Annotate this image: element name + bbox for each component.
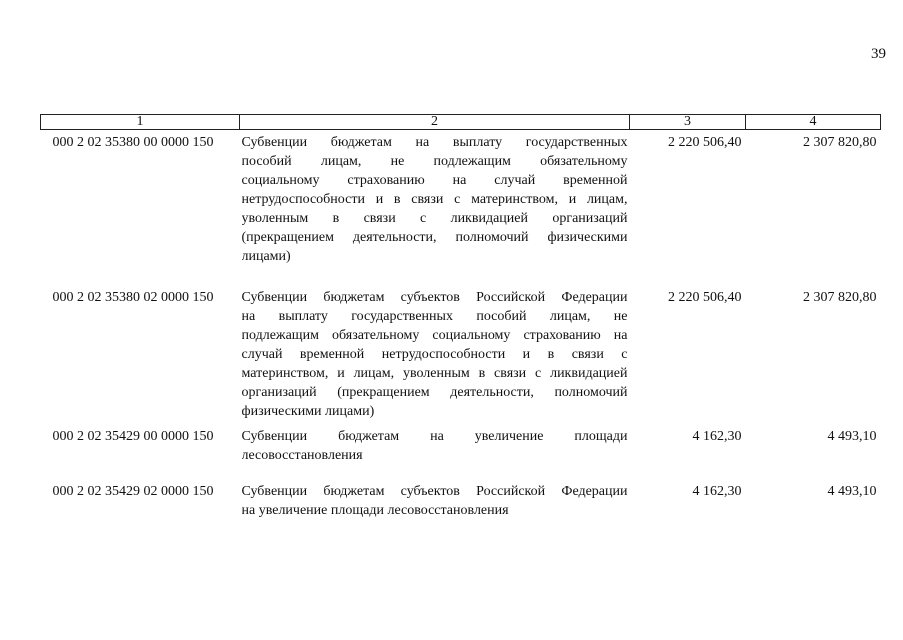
description-line: лесовосстановления	[241, 448, 363, 463]
table-row	[41, 479, 881, 522]
amount-col-4: 2 307 820,80	[803, 135, 877, 150]
amount-col-4: 2 307 820,80	[803, 290, 877, 305]
page-number: 39	[871, 46, 886, 62]
column-header-3: 3	[630, 115, 746, 130]
description-line: уволенным в связи с ликвидацией организаций	[241, 211, 628, 226]
table-row	[41, 285, 881, 424]
description-line: на выплату государственных пособий лицам, не	[241, 309, 628, 324]
description-line: (прекращением деятельности, полномочий физическими	[241, 230, 628, 245]
description-line: нетрудоспособности и в связи с материнством, и лицам,	[241, 192, 628, 207]
description	[240, 285, 630, 424]
description-line: социальному страхованию на случай временной	[241, 173, 628, 188]
description-line: лицами)	[241, 249, 291, 264]
description-line: материнством, и лицам, уволенным в связи с ликвидацией	[241, 366, 628, 381]
budget-code: 000 2 02 35380 00 0000 150	[52, 135, 214, 150]
budget-code: 000 2 02 35429 00 0000 150	[52, 429, 214, 444]
description-line: на увеличение площади лесовосстановления	[241, 503, 509, 518]
amount-col-4: 4 493,10	[827, 429, 877, 444]
table-row	[41, 130, 881, 286]
description-line: случай временной нетрудоспособности и в связи с	[241, 347, 628, 362]
amount-col-4: 4 493,10	[827, 484, 877, 499]
amount-col-3: 4 162,30	[692, 484, 742, 499]
description-line: физическими лицами)	[241, 404, 375, 419]
description-line: Субвенции бюджетам субъектов Российской Федерации	[241, 290, 628, 305]
column-header-2: 2	[240, 115, 630, 130]
amount-col-3: 2 220 506,40	[668, 290, 742, 305]
column-header-1: 1	[41, 115, 240, 130]
description	[240, 130, 630, 286]
budget-table	[40, 114, 881, 522]
description-line: подлежащим обязательному социальному страхованию на	[241, 328, 628, 343]
budget-code: 000 2 02 35429 02 0000 150	[52, 484, 214, 499]
description-line: Субвенции бюджетам на выплату государственных	[241, 135, 628, 150]
description-line: пособий лицам, не подлежащим обязательному	[241, 154, 628, 169]
amount-col-3: 2 220 506,40	[668, 135, 742, 150]
table-header-row	[41, 115, 881, 130]
amount-col-3: 4 162,30	[692, 429, 742, 444]
description-line: Субвенции бюджетам на увеличение площади	[241, 429, 628, 444]
table-row	[41, 424, 881, 479]
column-header-4: 4	[746, 115, 881, 130]
description	[240, 424, 630, 479]
description	[240, 479, 630, 522]
description-line: Субвенции бюджетам субъектов Российской Федерации	[241, 484, 628, 499]
budget-code: 000 2 02 35380 02 0000 150	[52, 290, 214, 305]
description-line: организаций (прекращением деятельности, полномочий	[241, 385, 628, 400]
